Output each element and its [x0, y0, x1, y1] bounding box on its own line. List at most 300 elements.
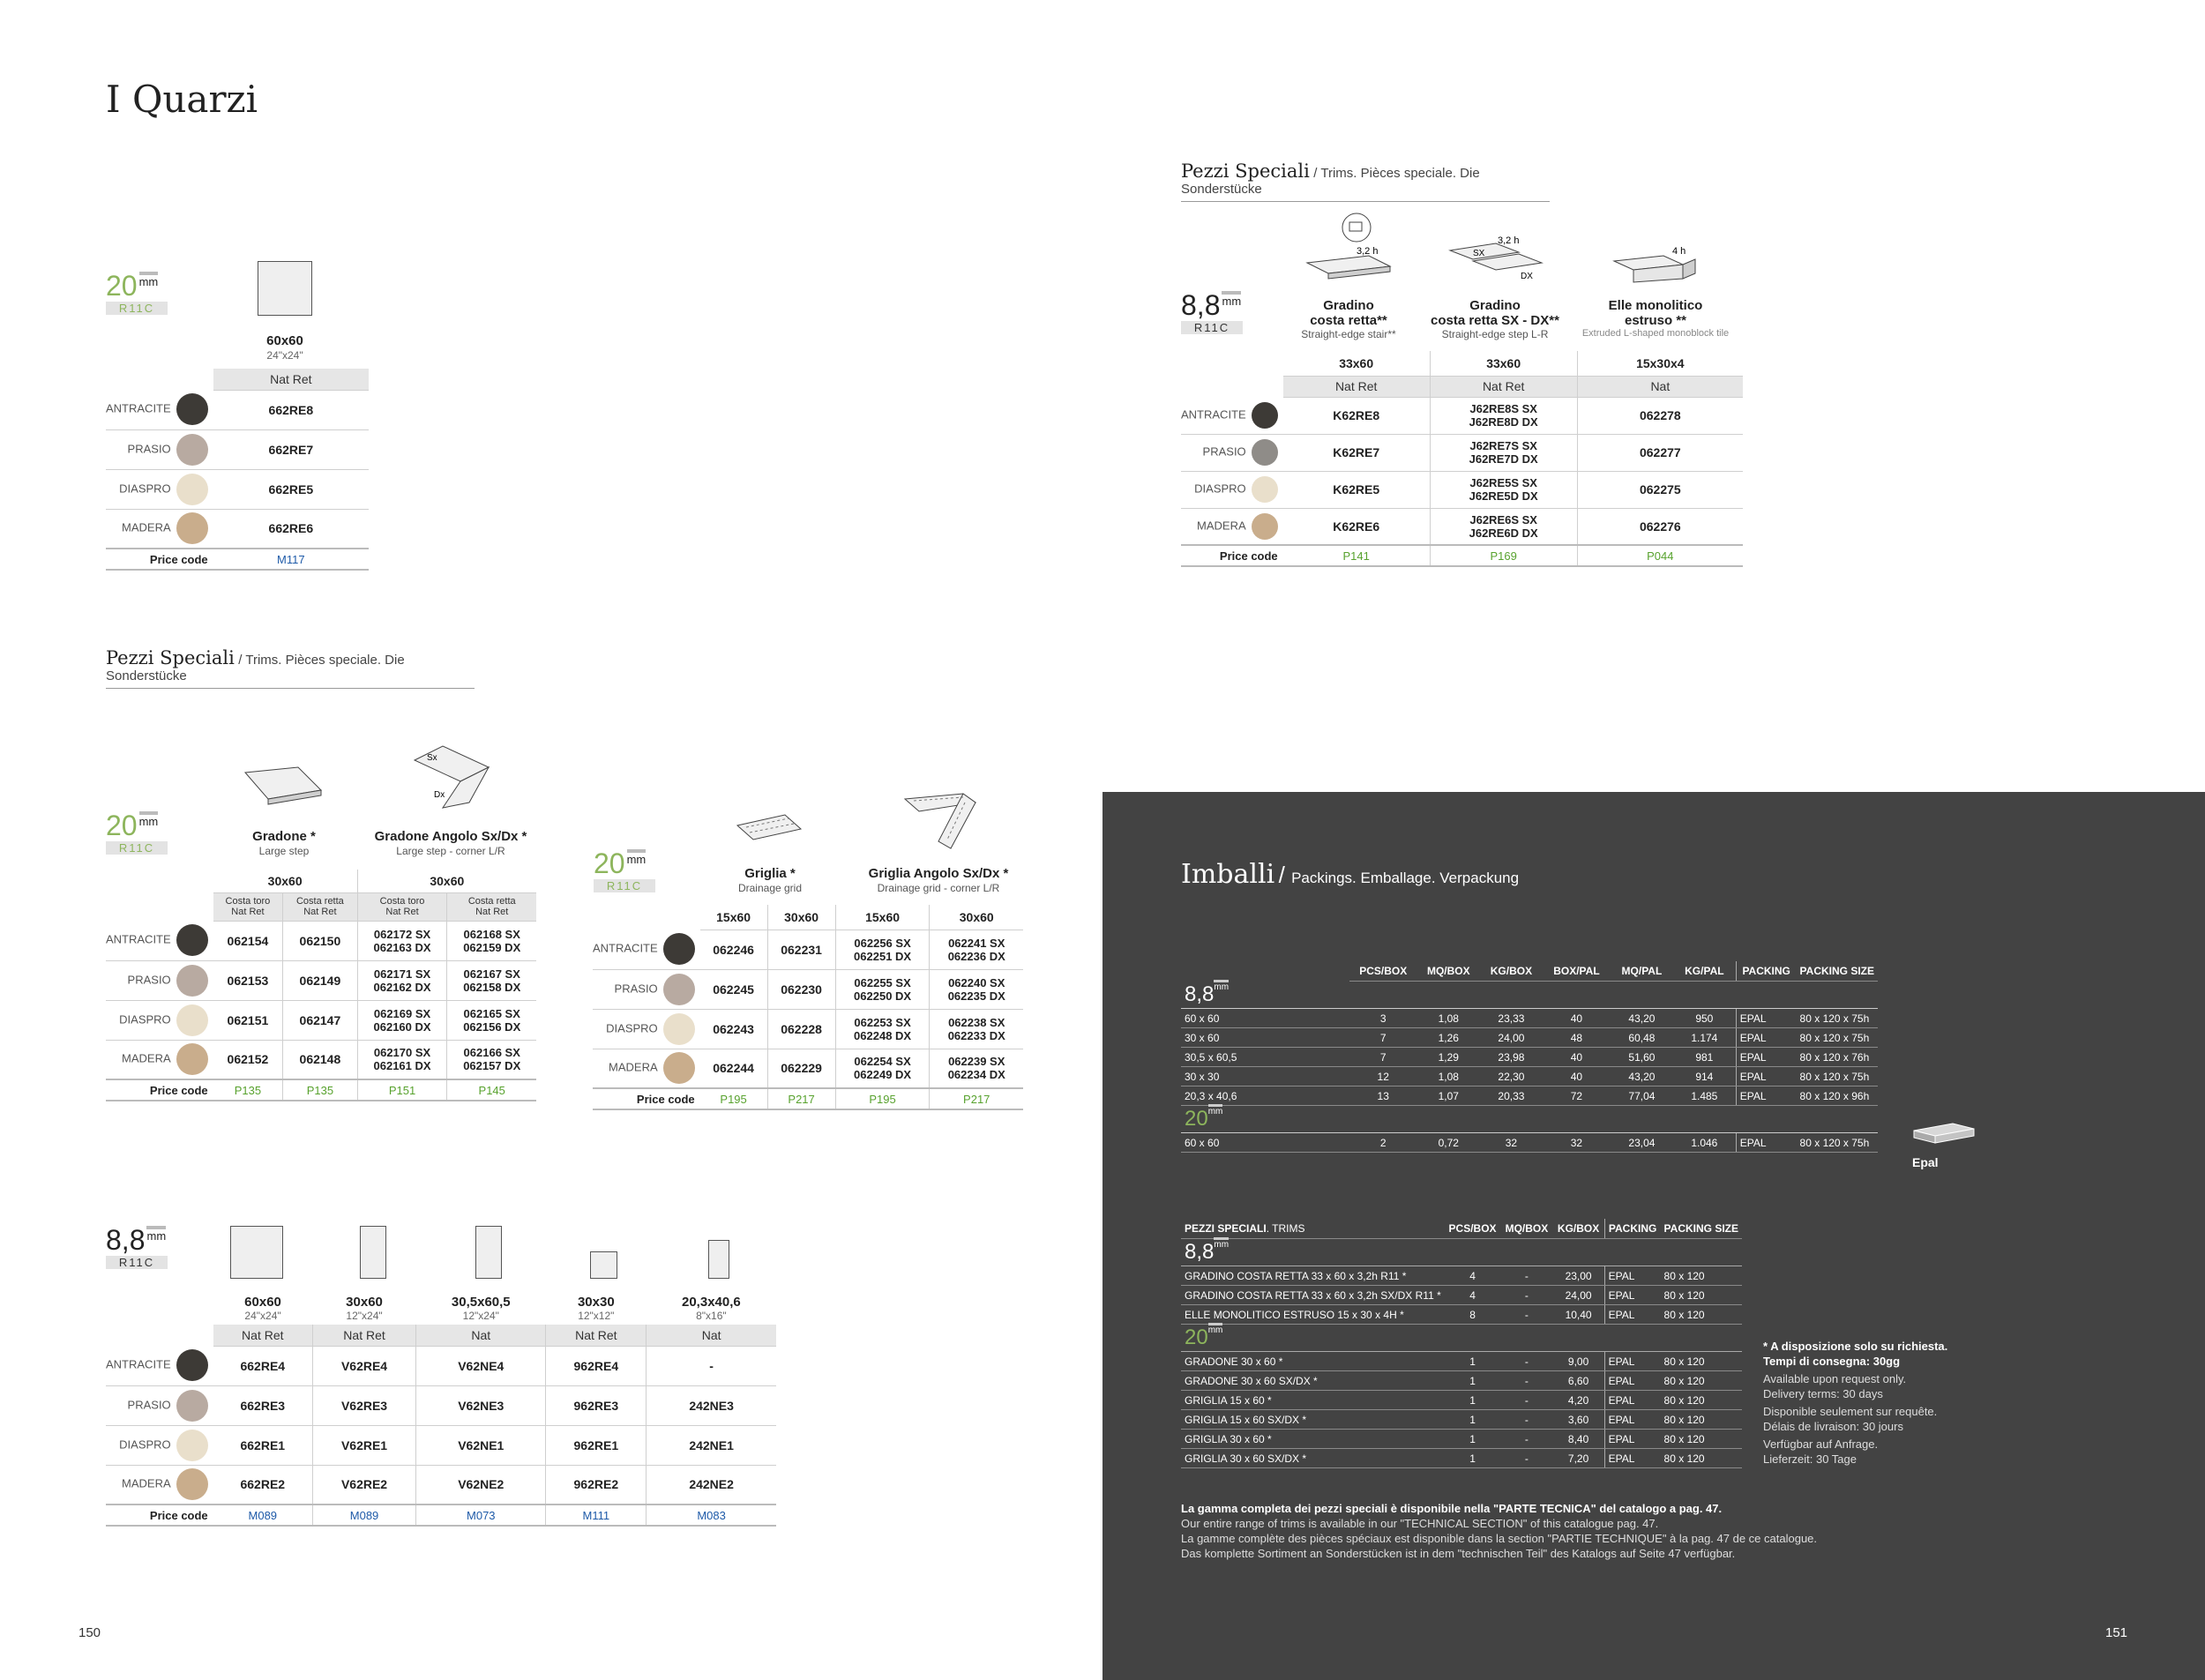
product-code: 662RE2	[213, 1465, 313, 1505]
thickness-value: 8,8	[1181, 289, 1221, 321]
product-name: costa retta SX - DX**	[1431, 313, 1559, 328]
finish: Nat Ret	[385, 907, 419, 917]
tile-icon-60x60	[230, 1226, 283, 1279]
t4-table	[593, 905, 1023, 1110]
trims-heading-right: Pezzi Speciali / Trims. Pièces speciale. Die Sonderstücke	[1181, 161, 1550, 202]
column-header: KG/PAL	[1673, 961, 1736, 982]
product-code: 662RE7	[213, 429, 369, 469]
table-row	[593, 1009, 1023, 1049]
thickness-20mm-badge-t1	[106, 272, 168, 315]
product-code: 062250 DX	[854, 989, 912, 1003]
table-row: 30 x 60 7 1,26 24,00 48 60,48 1.174 EPAL 80 x 120 x 75h	[1181, 1028, 1878, 1048]
trims-subtitle: Trims. Pièces speciale. Die Sonderstücke	[1181, 166, 1480, 197]
product-code: 062278	[1577, 397, 1743, 434]
t5-size: 30x60	[346, 1294, 383, 1310]
price-code: P135	[283, 1079, 357, 1101]
color-name: MADERA	[122, 1476, 171, 1490]
price-code: M089	[312, 1505, 415, 1526]
t3-table	[106, 870, 536, 1101]
product-code: 062240 SX	[948, 975, 1005, 989]
table-row	[1181, 434, 1743, 471]
product-code: K62RE7	[1283, 434, 1431, 471]
finish: Nat Ret	[1430, 376, 1577, 397]
product-code: 062256 SX	[854, 936, 911, 950]
color-name: DIASPRO	[606, 1020, 658, 1034]
note-line: Tempi di consegna: 30gg	[1763, 1355, 1901, 1368]
product-code: 062277	[1577, 434, 1743, 471]
product-code: J62RE6S SX	[1469, 512, 1537, 526]
column-header: PACKING	[1604, 1219, 1660, 1239]
color-swatch	[176, 434, 208, 466]
price-code: P151	[357, 1079, 447, 1101]
t4-p1-sub: Drainage grid	[737, 882, 803, 894]
product-code: 062245	[700, 969, 767, 1009]
thickness-value: 20	[594, 847, 625, 879]
table-row	[106, 390, 369, 429]
thickness-unit: mm	[1208, 1323, 1223, 1335]
thickness-unit: mm	[1222, 291, 1241, 308]
product-code: V62RE1	[312, 1425, 415, 1465]
product-name: Gradino	[1469, 298, 1521, 313]
table-row: ELLE MONOLITICO ESTRUSO 15 x 30 x 4H * 8 - 10,40 EPAL 80 x 120	[1181, 1305, 1742, 1325]
thickness-20mm-badge-t4	[594, 849, 655, 892]
table-row: 30 x 30 12 1,08 22,30 40 43,20 914 EPAL 80 x 120 x 75h	[1181, 1067, 1878, 1086]
note-line: * A disposizione solo su richiesta.	[1763, 1340, 1948, 1353]
edge-type: Costa retta	[467, 896, 516, 907]
color-name: DIASPRO	[119, 1012, 171, 1026]
color-name: PRASIO	[1202, 444, 1246, 459]
product-code: 062161 DX	[373, 1059, 431, 1073]
tile-icon-60x60	[258, 261, 312, 316]
product-code: V62RE2	[312, 1465, 415, 1505]
gradino-sx-dx-icon	[1446, 231, 1545, 284]
t3-p2-sub: Large step - corner L/R	[396, 845, 505, 857]
product-code: 062170 SX	[373, 1046, 431, 1060]
price-code-label: Price code	[1181, 545, 1283, 566]
product-code: 062253 SX	[854, 1015, 911, 1029]
table-row	[1181, 397, 1743, 434]
packing-table	[1181, 961, 1878, 1153]
edge-type: Costa toro	[379, 896, 425, 907]
product-code: 062231	[767, 930, 835, 969]
t2-table	[1181, 351, 1743, 567]
trims-title: Pezzi Speciali	[106, 647, 235, 668]
product-code: 062148	[283, 1040, 357, 1079]
trims-pack-title-rest: . TRIMS	[1266, 1222, 1305, 1235]
product-code: K62RE5	[1283, 471, 1431, 508]
product-code: 062151	[213, 1000, 283, 1040]
product-code: J62RE7S SX	[1469, 439, 1537, 452]
product-code: 242NE1	[647, 1425, 776, 1465]
product-code: 062230	[767, 969, 835, 1009]
price-code: M073	[416, 1505, 546, 1526]
table-row: GRIGLIA 15 x 60 * 1 - 4,20 EPAL 80 x 120	[1181, 1391, 1742, 1410]
product-code: 062165 SX	[463, 1006, 520, 1020]
product-code: 962RE2	[546, 1465, 647, 1505]
thickness-88mm-badge-t5	[106, 1226, 168, 1269]
product-sub: Straight-edge step L-R	[1441, 328, 1549, 340]
product-code: V62RE4	[312, 1346, 415, 1385]
color-swatch	[1252, 439, 1278, 466]
product-code: 062241 SX	[948, 936, 1005, 950]
t2-p3-header	[1568, 298, 1743, 339]
price-code-label: Price code	[106, 1505, 213, 1526]
price-code: P145	[447, 1079, 536, 1101]
color-swatch	[176, 1349, 208, 1381]
table-row	[1181, 508, 1743, 545]
slip-rating: R11C	[106, 841, 168, 855]
note-line: Lieferzeit: 30 Tage	[1763, 1452, 1857, 1466]
table-row	[106, 1040, 536, 1079]
product-code: 962RE4	[546, 1346, 647, 1385]
t1-table	[106, 369, 369, 571]
gradone-corner-icon	[407, 741, 499, 811]
thickness-value: 8,8	[106, 1224, 146, 1256]
table-row: GRADINO COSTA RETTA 33 x 60 x 3,2h SX/DX R11 * 4 - 24,00 EPAL 80 x 120	[1181, 1286, 1742, 1305]
elle-monolitico-icon	[1611, 242, 1699, 286]
price-code-label: Price code	[106, 1079, 213, 1101]
packing-heading: Imballi / Packings. Emballage. Verpackung	[1181, 859, 1520, 890]
product-code: 062167 SX	[463, 967, 520, 981]
price-code: M117	[213, 549, 369, 570]
color-name: MADERA	[122, 520, 171, 534]
color-swatch	[1252, 476, 1278, 503]
product-code: V62NE2	[416, 1465, 546, 1505]
t2-size: 33x60	[1430, 351, 1577, 376]
price-code: P169	[1430, 545, 1577, 566]
t4-size: 30x60	[767, 905, 835, 930]
table-row: GRIGLIA 30 x 60 * 1 - 8,40 EPAL 80 x 120	[1181, 1430, 1742, 1449]
epal-pallet-icon	[1910, 1120, 1977, 1148]
column-header: PACKING SIZE	[1661, 1219, 1742, 1239]
t1-size: 60x60	[266, 333, 303, 348]
product-code: K62RE8	[1283, 397, 1431, 434]
thickness-unit: mm	[139, 272, 159, 288]
color-name: DIASPRO	[119, 481, 171, 495]
tile-icon-30x30	[590, 1251, 617, 1279]
table-row	[106, 1346, 776, 1385]
product-code: J62RE6D DX	[1469, 526, 1538, 540]
color-swatch	[176, 512, 208, 544]
thickness-value: 8,8	[1185, 1240, 1215, 1264]
t5-size-inch: 8"x16"	[696, 1309, 727, 1322]
gradino-icon	[1302, 212, 1399, 282]
price-code-label: Price code	[593, 1088, 700, 1109]
color-swatch	[663, 974, 695, 1005]
product-code: J62RE8D DX	[1469, 415, 1538, 429]
color-swatch	[176, 1468, 208, 1500]
color-name: MADERA	[1197, 519, 1246, 533]
t5-size: 30,5x60,5	[451, 1294, 511, 1310]
height-label: 4 h	[1672, 246, 1686, 257]
color-swatch	[663, 933, 695, 965]
note-line: Delivery terms: 30 days	[1763, 1387, 1883, 1400]
product-code: 062233 DX	[947, 1028, 1005, 1042]
color-swatch	[176, 965, 208, 997]
price-code: P195	[700, 1088, 767, 1109]
t2-p1-header	[1275, 298, 1422, 340]
product-code: 062162 DX	[373, 980, 431, 994]
t3-size: 30x60	[357, 870, 536, 892]
price-code-label: Price code	[106, 549, 213, 570]
color-name: DIASPRO	[1194, 482, 1246, 496]
product-code: 962RE3	[546, 1385, 647, 1425]
column-header: KG/BOX	[1553, 1219, 1605, 1239]
table-row	[106, 960, 536, 1000]
trims-title: Pezzi Speciali	[1181, 161, 1310, 182]
footer-note	[1181, 1501, 1817, 1561]
slip-rating: R11C	[1181, 321, 1243, 334]
t2-size: 15x30x4	[1577, 351, 1743, 376]
product-code: 242NE2	[647, 1465, 776, 1505]
color-name: ANTRACITE	[106, 932, 171, 946]
color-name: MADERA	[609, 1060, 658, 1074]
table-row: 20,3 x 40,6 13 1,07 20,33 72 77,04 1.485 EPAL 80 x 120 x 96h	[1181, 1086, 1878, 1106]
table-row	[106, 1425, 776, 1465]
trims-pack-title: PEZZI SPECIALI	[1185, 1222, 1267, 1235]
product-code: 062251 DX	[854, 949, 912, 963]
product-code: K62RE6	[1283, 508, 1431, 545]
product-code: 962RE1	[546, 1425, 647, 1465]
product-code: 062169 SX	[373, 1006, 431, 1020]
packing-subtitle: Packings. Emballage. Verpackung	[1291, 870, 1520, 886]
product-code: V62RE3	[312, 1385, 415, 1425]
color-swatch	[176, 1390, 208, 1422]
t2-p2-header	[1422, 298, 1568, 340]
price-code: P044	[1577, 545, 1743, 566]
epal-label: Epal	[1912, 1155, 1939, 1169]
table-row: GRADINO COSTA RETTA 33 x 60 x 3,2h R11 * 4 - 23,00 EPAL 80 x 120	[1181, 1266, 1742, 1286]
t4-size: 15x60	[835, 905, 930, 930]
thickness-value: 20	[1185, 1325, 1208, 1349]
product-code: J62RE8S SX	[1469, 402, 1537, 415]
edge-type: Costa toro	[225, 896, 271, 907]
color-name: PRASIO	[127, 972, 171, 986]
color-name: PRASIO	[127, 1397, 171, 1411]
footer-line: La gamma completa dei pezzi speciali è disponibile nella "PARTE TECNICA" del catalogo a pag. 47.	[1181, 1502, 1723, 1515]
product-code: 062238 SX	[948, 1015, 1005, 1029]
note-line: Disponible seulement sur requête.	[1763, 1405, 1938, 1418]
table-row	[106, 509, 369, 549]
table-row	[106, 1385, 776, 1425]
product-code: 662RE8	[213, 390, 369, 429]
price-code: P135	[213, 1079, 283, 1101]
t3-p2-name: Gradone Angolo Sx/Dx *	[374, 829, 527, 844]
trims-packing-table	[1181, 1219, 1742, 1468]
product-sub: Straight-edge stair**	[1301, 328, 1396, 340]
finish: Nat Ret	[475, 907, 509, 917]
t2-size: 33x60	[1283, 351, 1431, 376]
product-code: 062239 SX	[948, 1055, 1005, 1069]
product-name: Gradino	[1323, 298, 1374, 313]
column-header: MQ/PAL	[1611, 961, 1673, 982]
product-code: 062246	[700, 930, 767, 969]
price-code: M111	[546, 1505, 647, 1526]
product-code: 062157 DX	[463, 1059, 521, 1073]
column-header: PCS/BOX	[1445, 1219, 1501, 1239]
color-name: DIASPRO	[119, 1437, 171, 1451]
product-code: 242NE3	[647, 1385, 776, 1425]
product-code: 062234 DX	[947, 1068, 1005, 1082]
t5-table	[106, 1291, 776, 1527]
price-code: P217	[930, 1088, 1023, 1109]
table-row	[106, 1000, 536, 1040]
thickness-unit: mm	[627, 849, 647, 866]
table-row: GRIGLIA 15 x 60 SX/DX * 1 - 3,60 EPAL 80 x 120	[1181, 1410, 1742, 1430]
tile-icon-20x40	[708, 1240, 729, 1279]
t4-p2-sub: Drainage grid - corner L/R	[877, 882, 1000, 894]
product-code: 062275	[1577, 471, 1743, 508]
color-name: ANTRACITE	[593, 941, 658, 955]
product-code: 662RE1	[213, 1425, 313, 1465]
table-row	[593, 1049, 1023, 1088]
color-swatch	[176, 393, 208, 425]
color-name: ANTRACITE	[106, 401, 171, 415]
color-swatch	[663, 1052, 695, 1084]
product-code: J62RE5S SX	[1469, 476, 1537, 489]
product-code: 062244	[700, 1049, 767, 1088]
finish: Nat Ret	[213, 1325, 313, 1346]
t4-p1-name: Griglia *	[744, 866, 796, 881]
product-code: 062254 SX	[854, 1055, 911, 1069]
product-name: estruso **	[1624, 313, 1687, 328]
thickness-value: 20	[106, 270, 138, 302]
footer-line: Das komplette Sortiment an Sonderstücken ist in dem "technischen Teil" des Katalogs auf Seite 47 verfügbar.	[1181, 1547, 1736, 1560]
table-row	[593, 969, 1023, 1009]
product-code: 062158 DX	[463, 980, 521, 994]
product-code: 062276	[1577, 508, 1743, 545]
column-header: MQ/BOX	[1500, 1219, 1552, 1239]
t5-size-inch: 12"x12"	[578, 1309, 615, 1322]
color-name: ANTRACITE	[1181, 407, 1246, 422]
thickness-88mm-badge-t2	[1181, 291, 1243, 334]
table-row	[593, 930, 1023, 969]
table-row: GRADONE 30 x 60 * 1 - 9,00 EPAL 80 x 120	[1181, 1352, 1742, 1371]
t3-p1-name: Gradone *	[252, 829, 316, 844]
t5-size: 60x60	[244, 1294, 281, 1310]
price-code: M089	[213, 1505, 313, 1526]
product-code: 062171 SX	[373, 967, 431, 981]
tile-icon-30x60-5	[475, 1226, 502, 1279]
table-row	[106, 469, 369, 509]
trims-subtitle: Trims. Pièces speciale. Die Sonderstücke	[106, 653, 405, 683]
product-code: 662RE4	[213, 1346, 313, 1385]
t4-size: 15x60	[700, 905, 767, 930]
product-code: 062172 SX	[373, 927, 431, 941]
thickness-value: 20	[1185, 1107, 1208, 1131]
thickness-unit: mm	[1214, 980, 1229, 992]
finish: Nat Ret	[303, 907, 337, 917]
product-code: 062168 SX	[463, 927, 520, 941]
product-code: J62RE5D DX	[1469, 489, 1538, 503]
note-line: Verfügbar auf Anfrage.	[1763, 1437, 1879, 1451]
product-sub: Extruded L-shaped monoblock tile	[1581, 328, 1730, 339]
color-swatch	[176, 474, 208, 505]
product-code: 062153	[213, 960, 283, 1000]
product-code: 662RE5	[213, 469, 369, 509]
color-swatch	[176, 1004, 208, 1036]
t3-p1-sub: Large step	[258, 845, 310, 857]
product-code: 062160 DX	[373, 1019, 431, 1034]
finish: Nat	[416, 1325, 546, 1346]
color-name: PRASIO	[614, 981, 658, 995]
griglia-icon	[734, 811, 804, 847]
t4-size: 30x60	[930, 905, 1023, 930]
column-header: PCS/BOX	[1349, 961, 1417, 982]
table-row: GRIGLIA 30 x 60 SX/DX * 1 - 7,20 EPAL 80 x 120	[1181, 1449, 1742, 1468]
product-code: 062154	[213, 921, 283, 960]
tile-icon-30x60	[360, 1226, 386, 1279]
color-swatch	[1252, 402, 1278, 429]
gradone-icon	[236, 764, 325, 810]
finish: Nat	[647, 1325, 776, 1346]
product-code: V62NE4	[416, 1346, 546, 1385]
product-code: V62NE1	[416, 1425, 546, 1465]
color-swatch	[176, 1043, 208, 1075]
color-swatch	[1252, 513, 1278, 540]
note-line: Available upon request only.	[1763, 1372, 1907, 1385]
product-code: 662RE3	[213, 1385, 313, 1425]
availability-note	[1763, 1339, 1947, 1467]
table-row: 30,5 x 60,5 7 1,29 23,98 40 51,60 981 EPAL 80 x 120 x 76h	[1181, 1048, 1878, 1067]
column-header: KG/BOX	[1480, 961, 1543, 982]
table-row	[1181, 471, 1743, 508]
page-title: I Quarzi	[106, 78, 258, 121]
finish: Nat Ret	[546, 1325, 647, 1346]
edge-type: Costa retta	[295, 896, 344, 907]
t5-size: 20,3x40,6	[682, 1294, 741, 1310]
product-name: Elle monolitico	[1608, 298, 1703, 313]
product-code: 062159 DX	[463, 940, 521, 954]
thickness-unit: mm	[139, 811, 159, 828]
slip-rating: R11C	[106, 302, 168, 315]
height-label: 3,2 h	[1498, 235, 1520, 246]
slip-rating: R11C	[594, 879, 655, 892]
price-code: P141	[1283, 545, 1431, 566]
product-code: 062248 DX	[854, 1028, 912, 1042]
product-code: 062152	[213, 1040, 283, 1079]
product-code: 062236 DX	[947, 949, 1005, 963]
t5-size-inch: 24"x24"	[244, 1309, 281, 1322]
svg-text:SX: SX	[1473, 249, 1485, 258]
color-name: PRASIO	[127, 441, 171, 455]
t1-finish: Nat Ret	[213, 369, 369, 390]
product-code: V62NE3	[416, 1385, 546, 1425]
table-row	[106, 1465, 776, 1505]
svg-text:Sx: Sx	[427, 753, 437, 763]
price-code: P195	[835, 1088, 930, 1109]
trims-heading-left: Pezzi Speciali / Trims. Pièces speciale. Die Sonderstücke	[106, 647, 475, 689]
thickness-unit: mm	[1214, 1237, 1229, 1250]
column-header: BOX/PAL	[1543, 961, 1611, 982]
product-code: 062228	[767, 1009, 835, 1049]
color-name: ANTRACITE	[106, 1357, 171, 1371]
product-code: 662RE6	[213, 509, 369, 549]
column-header: PACKING	[1736, 961, 1796, 982]
thickness-20mm-badge-t3	[106, 811, 168, 855]
finish: Nat	[1577, 376, 1743, 397]
page-number-right: 151	[2105, 1625, 2128, 1640]
note-line: Délais de livraison: 30 jours	[1763, 1420, 1903, 1433]
price-code: M083	[647, 1505, 776, 1526]
product-name: costa retta**	[1310, 313, 1387, 328]
product-code: 062229	[767, 1049, 835, 1088]
thickness-unit: mm	[146, 1226, 166, 1243]
finish: Nat Ret	[231, 907, 265, 917]
finish: Nat Ret	[312, 1325, 415, 1346]
packing-title: Imballi	[1181, 859, 1275, 890]
t5-size-inch: 12"x24"	[462, 1309, 499, 1322]
